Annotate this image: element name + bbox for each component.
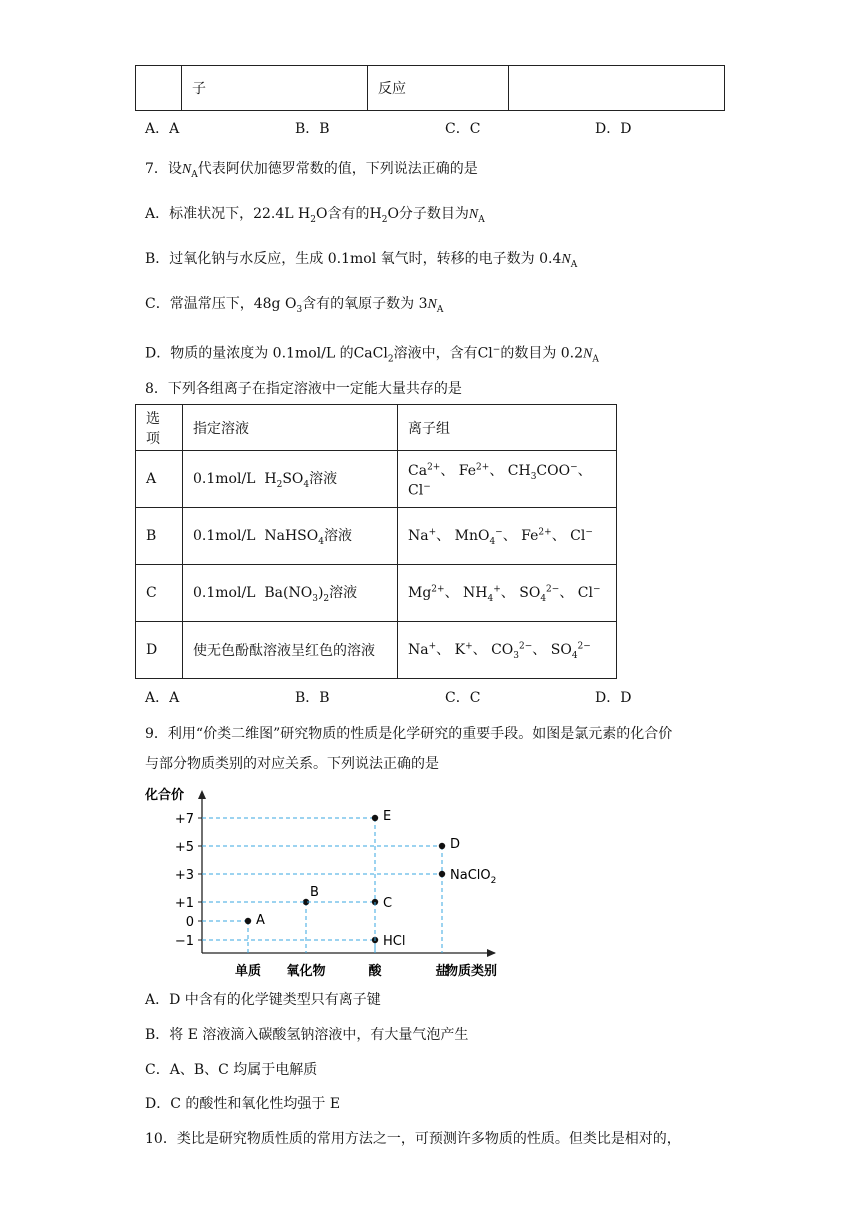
q7-option-b (145, 249, 577, 275)
q8-solution-cell: 0.1mol/L NaHSO$_4$溶液 (183, 508, 398, 565)
options-row (145, 688, 745, 708)
table-row (136, 451, 617, 508)
y-tick-label: +1 (174, 896, 194, 911)
q8-solution-text: 使无色酚酞溶液呈红色的溶液 (193, 643, 375, 659)
q9-option-d: D．C 的酸性和氧化性均强于 E (145, 1096, 341, 1112)
top-table (135, 65, 725, 111)
q8-solution-text: 0.1mol/L (193, 471, 256, 488)
q8-option-cell: A (136, 451, 183, 508)
y-tick-label: 0 (185, 915, 194, 930)
q8-solution-text: 溶液 (329, 585, 358, 602)
data-point (439, 871, 445, 877)
x-axis-label: 物质类别 (445, 964, 498, 979)
q9-stem-line-1: 9．利用“价类二维图”研究物质的性质是化学研究的重要手段。如图是氯元素的化合价 (145, 726, 673, 742)
q9-option-b: B．将 E 溶液滴入碳酸氢钠溶液中，有大量气泡产生 (145, 1027, 469, 1043)
q7-option-d: D．物质的量浓度为 0.1mol/L 的CaCl$_2$溶液中，含有Cl−的数目为 $0.2N_A$ (145, 345, 599, 365)
q8-solution-cell (183, 622, 398, 679)
y-tick-label: +7 (174, 812, 194, 827)
y-axis-arrow (198, 790, 206, 799)
option-b: B．B (295, 121, 330, 137)
na-symbol: N (181, 162, 192, 177)
q7-d-text: D．物质的量浓度为 0.1mol/L 的 (145, 345, 354, 362)
q9-stem-line-2: 与部分物质类别的对应关系。下列说法正确的是 (145, 756, 439, 772)
top-table-cell: 子 (182, 66, 368, 111)
point-label: D (450, 837, 461, 852)
y-tick-label: +3 (174, 868, 194, 883)
top-table-cell: 反应 (368, 66, 509, 111)
q10-stem: 10．类比是研究物质性质的常用方法之一，可预测许多物质的性质。但类比是相对的， (145, 1131, 681, 1147)
point-label: B (310, 885, 319, 900)
x-category-label: 氧化物 (286, 964, 326, 979)
data-point (372, 815, 378, 821)
top-table-cell (136, 66, 182, 111)
top-table-cell (509, 66, 725, 111)
valence-class-chart (140, 785, 510, 985)
q9-option-c: C．A、B、C 均属于电解质 (145, 1062, 318, 1078)
na-subscript: A (191, 169, 198, 180)
x-category-label: 酸 (368, 964, 382, 979)
q8-table (135, 404, 617, 679)
table-row (136, 508, 617, 565)
q8-solution-text: 0.1mol/L (193, 585, 256, 602)
q8-option-cell: C (136, 565, 183, 622)
na-subscript: A (570, 259, 578, 270)
q7-d-text: 的数目为 0.2 (500, 345, 584, 362)
y-axis-label: 化合价 (145, 788, 185, 803)
q8-solution-cell: 0.1mol/L $Ba(NO_3)_2$溶液 (183, 565, 398, 622)
option-c: C．C (445, 121, 481, 137)
data-point (245, 918, 251, 924)
point-label: HCl (383, 934, 406, 949)
na-symbol: N (561, 252, 571, 267)
q7-a-text: 含有的 (327, 206, 370, 222)
option-a: A．A (145, 121, 180, 137)
point-label: A (256, 913, 265, 928)
q7-stem-text: 代表阿伏加德罗常数的值，下列说法正确的是 (197, 161, 478, 177)
q8-option-cell: D (136, 622, 183, 679)
q8-header-cell: 指定溶液 (183, 405, 398, 451)
table-row (136, 565, 617, 622)
q7-a-text: A．标准状况下，22.4L (145, 206, 294, 222)
option-d: D．D (595, 121, 632, 137)
q8-solution-text: 溶液 (323, 528, 352, 545)
table-row (136, 622, 617, 679)
q7-stem (145, 159, 478, 185)
q8-option-cell: B (136, 508, 183, 565)
q7-b-text: B．过氧化钠与水反应，生成 0.1mol 氧气时，转移的电子数为 0.4 (145, 251, 562, 267)
q8-solution-text: 溶液 (309, 471, 338, 488)
q8-stem: 8．下列各组离子在指定溶液中一定能大量共存的是 (145, 381, 462, 397)
options-row (145, 119, 745, 139)
y-tick-label: −1 (174, 934, 194, 949)
point-label: NaClO$_2$ (450, 868, 497, 886)
q8-ion-cell: $Ca^{2+}$、 $Fe^{2+}$、 $CH_3COO^-$、 Cl− (398, 451, 617, 508)
q8-solution-cell: 0.1mol/L $H_2SO_4$溶液 (183, 451, 398, 508)
x-axis-arrow (487, 949, 496, 957)
q7-stem-text: 7．设 (145, 161, 182, 177)
x-category-label: 盐 (435, 964, 449, 979)
point-label: C (383, 896, 393, 911)
q8-ion-cell: $Mg^{2+}$、 $NH_4^+$、 $SO_4^{2-}$、 Cl− (398, 565, 617, 622)
q7-d-text: 溶液中，含有 (393, 345, 478, 362)
na-symbol: N (583, 346, 593, 362)
y-tick-label: +5 (174, 840, 194, 855)
q8-header-cell: 离子组 (398, 405, 617, 451)
na-subscript: A (478, 214, 485, 225)
na-symbol: N (427, 297, 437, 312)
option-a: A．A (145, 690, 180, 706)
option-c: C．C (445, 690, 481, 706)
q8-header-cell: 选项 (136, 405, 183, 451)
q7-a-text: 分子数目为 (398, 206, 469, 222)
option-b: B．B (295, 690, 330, 706)
data-point (439, 843, 445, 849)
q7-c-text: C．常温常压下，48g (145, 296, 281, 312)
q7-c-text: 含有的氧原子数为 3 (302, 296, 428, 312)
na-symbol: N (468, 207, 479, 222)
q7-option-a: A．标准状况下，22.4L $H_2O$含有的$H_2O$分子数目为$N_A$ (145, 206, 485, 225)
q8-ion-cell: Na+、 K+、 $CO_3^{2-}$、 $SO_4^{2-}$ (398, 622, 617, 679)
q9-option-a: A．D 中含有的化学键类型只有离子键 (145, 992, 381, 1008)
q8-solution-text: 0.1mol/L (193, 528, 256, 545)
q7-option-c: C．常温常压下，48g $O_3$含有的氧原子数为 $3N_A$ (145, 296, 444, 315)
na-subscript: A (592, 354, 599, 365)
option-d: D．D (595, 690, 632, 706)
x-category-label: 单质 (234, 964, 262, 979)
q8-ion-cell: Na+、 MnO$_4$−、 $Fe^{2+}$、 Cl− (398, 508, 617, 565)
na-subscript: A (436, 304, 444, 315)
point-label: E (383, 809, 392, 824)
